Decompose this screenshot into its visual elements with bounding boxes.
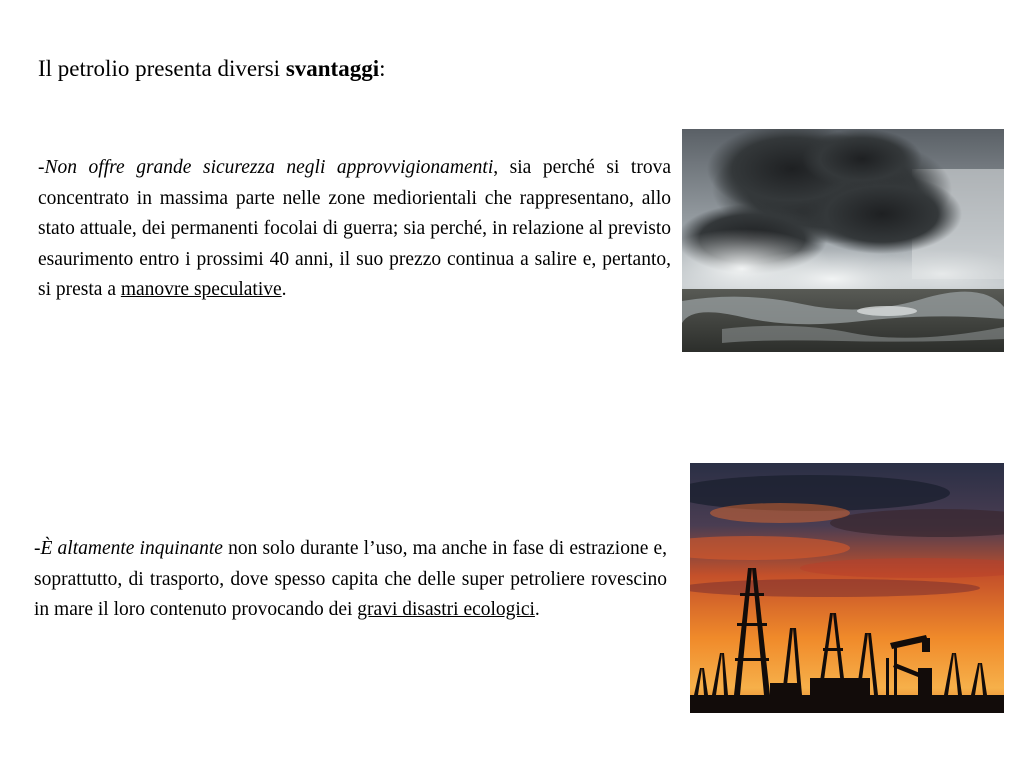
paragraph-body: , sia perché si trova concentrato in massima parte nelle zone mediorientali che rappresentano, allo stato attuale, dei permanenti focolai di guerra; sia perché, in relazione al previsto esaurimento entro i prossimi 40 anni, il suo prezzo continua a salire e, pertanto, si presta a (38, 157, 671, 300)
paragraph-end: . (534, 599, 540, 620)
paragraph-pollution (34, 534, 667, 626)
paragraph-body: non solo durante l’uso, ma anche in fase di estrazione e, soprattutto, di trasporto, dove spesso capita che delle super petroliere rovescino in mare il loro contenuto provocando dei (34, 538, 668, 620)
underlined-phrase: gravi disastri ecologici (357, 599, 535, 620)
oil-smoke-photo (682, 129, 1004, 352)
paragraph-italic-lead: Non offre grande sicurezza negli approvvigionamenti (44, 157, 494, 178)
paragraph-italic-lead: È altamente inquinante (40, 538, 223, 559)
underlined-phrase: manovre speculative (120, 279, 282, 300)
paragraph-dash: - (34, 538, 41, 559)
oil-field-sunset-photo (690, 463, 1004, 713)
paragraph-dash: - (38, 157, 45, 178)
oil-field-image (690, 463, 1004, 713)
title-bold-keyword: svantaggi (285, 56, 380, 81)
title-text: Il petrolio presenta diversi (38, 56, 286, 81)
paragraph-end: . (281, 279, 287, 300)
oil-smoke-image (682, 129, 1004, 352)
title-colon: : (379, 56, 386, 81)
paragraph-security-of-supply (38, 153, 671, 306)
page-title (38, 54, 386, 84)
